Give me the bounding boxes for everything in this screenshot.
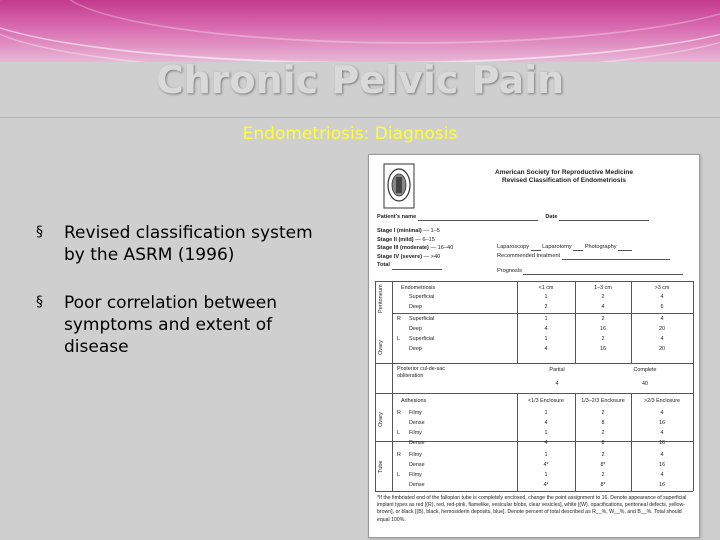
column-header: >2/3 Enclosure xyxy=(643,398,681,404)
row-label: Deep xyxy=(409,304,422,310)
field-label: Patient's name xyxy=(377,214,417,220)
table-rule xyxy=(375,363,693,364)
slide-subtitle: Endometriosis: Diagnosis xyxy=(242,124,458,144)
bullet-item xyxy=(36,292,336,358)
table-cell: 8* xyxy=(600,482,606,488)
form-header-line: Revised Classification of Endometriosis xyxy=(502,177,626,184)
table-cell: 2 xyxy=(601,316,605,322)
table-rule xyxy=(693,281,694,491)
row-label: Superficial xyxy=(409,294,435,300)
row-label: Filmy xyxy=(409,452,422,458)
table-cell: 2 xyxy=(601,452,605,458)
table-cell: 4 xyxy=(660,294,664,300)
stage-range: 1–5 xyxy=(430,228,440,234)
table-cell: 4 xyxy=(660,472,664,478)
table-cell: 4* xyxy=(543,482,549,488)
table-cell: 4* xyxy=(543,462,549,468)
row-label: Dense xyxy=(409,462,425,468)
table-cell: 4 xyxy=(660,316,664,322)
table-rule xyxy=(375,281,376,491)
procedure-label: Laparotomy xyxy=(542,244,572,250)
table-cell: 8 xyxy=(601,440,605,446)
stage-label: Stage II (mild) xyxy=(377,236,414,243)
table-cell: 2 xyxy=(544,304,548,310)
column-header: 1/3–2/3 Enclosure xyxy=(581,398,625,404)
table-cell: 1 xyxy=(544,452,548,458)
blank-line xyxy=(523,268,683,275)
table-cell: 1 xyxy=(544,336,548,342)
posterior-label: Posterior cul-de-sac obliteration xyxy=(397,366,445,379)
table-cell: 4 xyxy=(544,326,548,332)
procedure-row xyxy=(497,243,632,251)
row-label: Filmy xyxy=(409,410,422,416)
blank-line xyxy=(418,214,538,221)
blank-line xyxy=(559,214,649,221)
row-side: L xyxy=(397,472,400,478)
prognosis-field xyxy=(497,267,683,275)
table-cell: 2 xyxy=(601,472,605,478)
field-label: Date xyxy=(545,214,558,220)
procedure-label: Photography xyxy=(584,244,617,250)
field-label: Recommended treatment xyxy=(497,253,561,259)
stage-label: Stage III (moderate) xyxy=(377,245,429,251)
table-cell: 8* xyxy=(600,462,606,468)
row-side: L xyxy=(397,336,400,342)
table-cell: 4 xyxy=(660,410,664,416)
partial-value: 4 xyxy=(555,381,559,387)
table-cell: 1 xyxy=(544,294,548,300)
row-label: Filmy xyxy=(409,430,422,436)
section-label: Tube xyxy=(378,460,384,473)
total-label: Total xyxy=(377,262,390,268)
table-cell: 8 xyxy=(601,420,605,426)
recommended-treatment-field xyxy=(497,252,670,260)
title-divider xyxy=(0,117,720,118)
row-label: Superficial xyxy=(409,316,435,322)
table-cell: 16 xyxy=(600,326,606,332)
stage-list: Stage I (minimal) — 1–5 Stage II (mild) — 6–15 Stage III (moderate) — 16–40 Stage IV (severe) — >40 Total xyxy=(377,228,454,268)
column-header: <1 cm xyxy=(538,285,554,291)
table-cell: 1 xyxy=(544,472,548,478)
blank-line xyxy=(573,244,583,251)
table-cell: 16 xyxy=(659,420,665,426)
table-cell: 4 xyxy=(544,420,548,426)
column-header: <1/3 Enclosure xyxy=(527,398,565,404)
column-header: 1–3 cm xyxy=(594,285,612,291)
row-label: Filmy xyxy=(409,472,422,478)
section-label: Ovary xyxy=(378,412,384,427)
column-header: Endometriosis xyxy=(401,285,436,291)
table-cell: 20 xyxy=(659,326,665,332)
table-cell: 4 xyxy=(544,440,548,446)
table-cell: 16 xyxy=(659,462,665,468)
bullet-text: Revised classification system by the ASRM (1996) xyxy=(64,223,313,265)
stage-range: 6–15 xyxy=(422,236,435,243)
slide-title: Chronic Pelvic Pain xyxy=(155,58,565,102)
table-cell: 16 xyxy=(659,440,665,446)
row-side: L xyxy=(397,430,400,436)
bullet-list xyxy=(36,222,336,384)
stage-range: 16–40 xyxy=(437,245,454,251)
blank-line xyxy=(562,253,670,260)
table-rule xyxy=(375,491,693,492)
table-cell: 4 xyxy=(660,430,664,436)
table-rule xyxy=(375,393,693,394)
partial-label: Partial xyxy=(549,367,565,373)
table-cell: 2 xyxy=(601,336,605,342)
field-label: Prognosis xyxy=(497,268,522,274)
form-header xyxy=(439,169,689,185)
blank-line xyxy=(392,263,442,270)
row-label: Deep xyxy=(409,346,422,352)
row-label: Deep xyxy=(409,326,422,332)
stage-label: Stage IV (severe) xyxy=(377,253,423,260)
procedure-label: Laparoscopy xyxy=(497,244,530,250)
table-cell: 2 xyxy=(601,294,605,300)
section-label: Peritoneum xyxy=(378,284,384,313)
table-cell: 4 xyxy=(601,304,605,310)
table-cell: 16 xyxy=(600,346,606,352)
table-cell: 4 xyxy=(660,452,664,458)
table-rule xyxy=(375,281,693,282)
patient-name-field xyxy=(377,213,649,221)
row-label: Dense xyxy=(409,482,425,488)
asrm-seal-icon xyxy=(383,163,415,209)
row-side: R xyxy=(397,452,401,458)
blank-line xyxy=(618,244,632,251)
section-label: Ovary xyxy=(378,340,384,355)
bullet-marker-icon: § xyxy=(36,224,43,240)
row-side: R xyxy=(397,410,401,416)
table-rule xyxy=(392,313,693,314)
blank-line xyxy=(531,244,541,251)
column-header: Adhesions xyxy=(401,398,427,404)
table-cell: 16 xyxy=(659,482,665,488)
table-cell: 2 xyxy=(601,410,605,416)
column-header: >3 cm xyxy=(654,285,670,291)
bullet-item xyxy=(36,222,336,266)
table-cell: 1 xyxy=(544,316,548,322)
row-label: Dense xyxy=(409,440,425,446)
asrm-classification-form xyxy=(368,154,700,538)
stage-range: >40 xyxy=(430,253,441,260)
bullet-text: Poor correlation between symptoms and extent of disease xyxy=(64,293,277,357)
header-banner xyxy=(0,0,720,62)
form-header-line: American Society for Reproductive Medicine xyxy=(495,169,633,176)
complete-label: Complete xyxy=(633,367,657,373)
row-label: Superficial xyxy=(409,336,435,342)
table-cell: 20 xyxy=(659,346,665,352)
table-cell: 2 xyxy=(601,430,605,436)
bullet-marker-icon: § xyxy=(36,294,43,310)
table-cell: 6 xyxy=(660,304,664,310)
form-footnote: *If the fimbriated end of the fallopian tube is completely enclosed, change the point assignment to 16. Denote appearance of superficial implant types as red [(R), red, red-pink, flamelike, vesicular blobs, clear vesicles], white [(W), opacifications, peritoneal defects, yellow-brown], or black [(B), black, hemosiderin deposits, blue]. Denote percent of total described as R__%, W__%, and B__%. Total should equal 100%. xyxy=(377,495,687,523)
row-side: R xyxy=(397,316,401,322)
table-cell: 1 xyxy=(544,410,548,416)
table-cell: 1 xyxy=(544,430,548,436)
row-label: Dense xyxy=(409,420,425,426)
table-cell: 4 xyxy=(660,336,664,342)
complete-value: 40 xyxy=(642,381,648,387)
table-cell: 4 xyxy=(544,346,548,352)
stage-label: Stage I (minimal) xyxy=(377,228,422,234)
